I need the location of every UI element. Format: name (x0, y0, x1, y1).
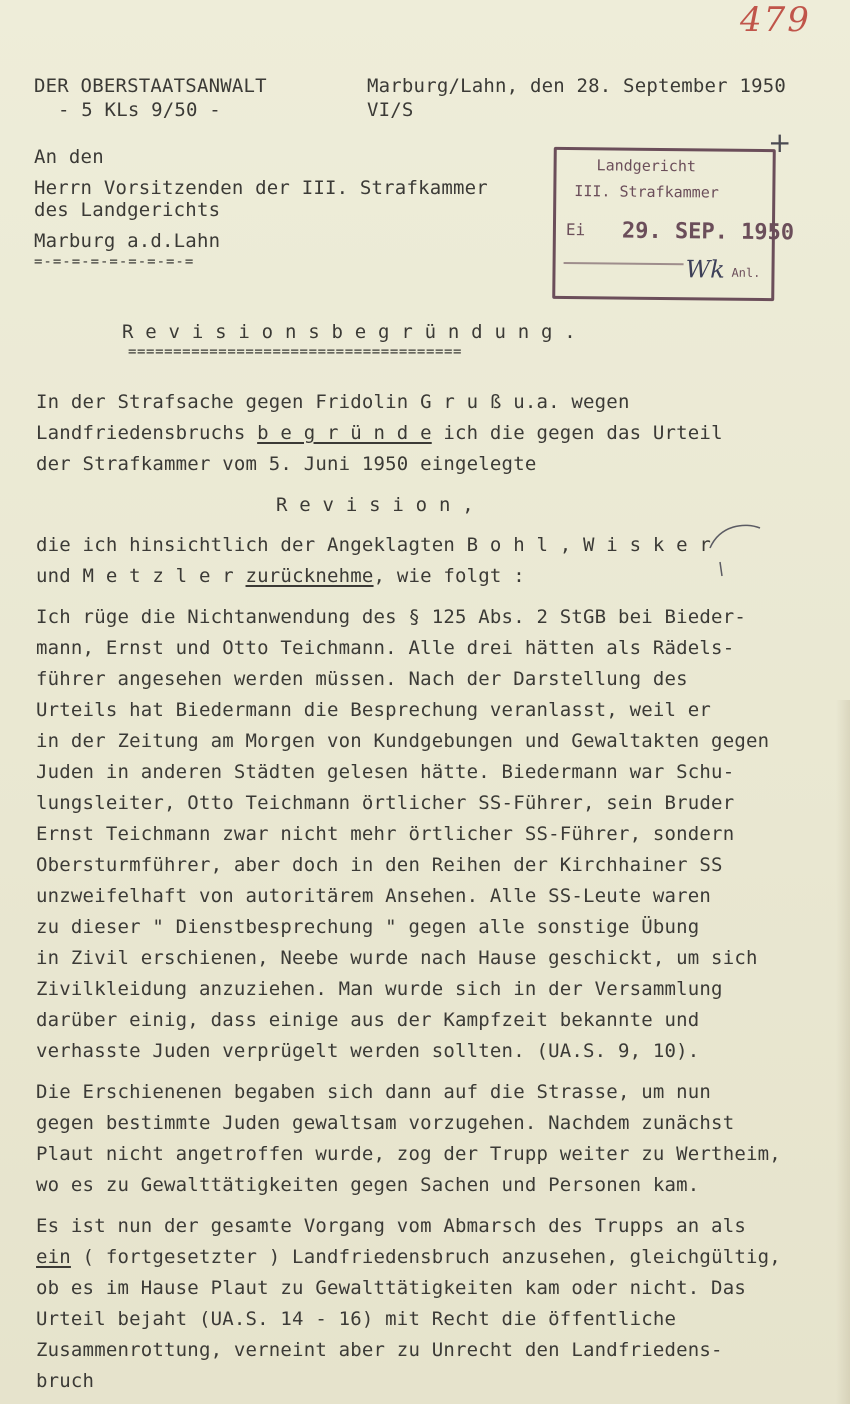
body-line: Die Erschienenen begaben sich dann auf die Strasse, um nun (36, 1081, 712, 1103)
office-reference: VI/S (367, 99, 414, 121)
receipt-stamp (552, 147, 795, 301)
body-line: der Strafkammer vom 5. Juni 1950 eingelegte (36, 453, 537, 475)
stamp-attachments: Anl. (731, 265, 761, 281)
stamp-prefix: Ei (565, 219, 586, 240)
body-line: bruch (36, 1370, 95, 1392)
body-line: Plaut nicht angetroffen wurde, zog der Trupp weiter zu Wertheim, (36, 1143, 781, 1165)
body-line: die ich hinsichtlich der Angeklagten B o h l , W i s k e r (36, 534, 712, 556)
place-date: Marburg/Lahn, den 28. September 1950 (367, 75, 787, 97)
underlined-word: ein (36, 1246, 71, 1268)
body-line: führer angesehen werden müssen. Nach der Darstellung des (36, 668, 688, 690)
body-line: Ich rüge die Nichtanwendung des § 125 Abs. 2 StGB bei Bieder- (36, 606, 746, 628)
body-line: lungsleiter, Otto Teichmann örtlicher SS-Führer, sein Bruder (36, 792, 735, 814)
text-segment: ich die gegen das Urteil (431, 422, 723, 444)
text-segment: und M e t z l e r (36, 565, 246, 587)
body-line: Es ist nun der gesamte Vorgang vom Abmarsch des Trupps an als (36, 1215, 746, 1237)
plus-mark: + (768, 126, 792, 159)
text-segment: Landfriedensbruchs (36, 422, 258, 444)
folio-number: 479 (740, 0, 811, 40)
body-line: Zivilkleidung anzuziehen. Man wurde sich in der Versammlung (36, 978, 723, 1000)
address-line-4: Marburg a.d.Lahn (34, 230, 221, 252)
address-line-3: des Landgerichts (34, 199, 221, 221)
body-line: gegen bestimmte Juden gewaltsam vorzugehen. Nachdem zunächst (36, 1112, 735, 1134)
address-rule: =-=-=-=-=-=-=-=-= (34, 254, 195, 270)
stamp-chamber: III. Strafkammer (574, 182, 719, 202)
body-line: unzweifelhaft von autoritärem Ansehen. Alle SS-Leute waren (36, 885, 712, 907)
body-line: Zusammenrottung, verneint aber zu Unrecht den Landfriedens- (36, 1339, 723, 1361)
stamp-initials: Wk (685, 255, 725, 284)
file-reference: - 5 KLs 9/50 - (58, 99, 221, 121)
body-line: In der Strafsache gegen Fridolin G r u ß u.a. wegen (36, 391, 630, 413)
paper-edge-shadow (836, 700, 850, 1404)
address-line-2: Herrn Vorsitzenden der III. Strafkammer (34, 177, 488, 199)
body-line: Urteils hat Biedermann die Besprechung veranlasst, weil er (36, 699, 712, 721)
stamp-date: 29. SEP. 1950 (621, 218, 795, 246)
handwritten-check-icon (700, 520, 770, 580)
underlined-word: b e g r ü n d e (257, 422, 432, 444)
body-line: in der Zeitung am Morgen von Kundgebungen und Gewaltakten gegen (36, 730, 770, 752)
address-line-1: An den (34, 146, 104, 168)
sender-name: DER OBERSTAATSANWALT (34, 75, 267, 97)
body-line: darüber einig, dass einige aus der Kampfzeit bekannte und (36, 1009, 700, 1031)
stamp-rule (564, 262, 684, 265)
body-line: Juden in anderen Städten gelesen hätte. Biedermann war Schu- (36, 761, 735, 783)
text-segment: , wie folgt : (373, 565, 525, 587)
body-line: in Zivil erschienen, Neebe wurde nach Hause geschickt, um sich (36, 947, 758, 969)
body-line: Obersturmführer, aber doch in den Reihen der Kirchhainer SS (36, 854, 723, 876)
text-segment: ( fortgesetzter ) Landfriedensbruch anzusehen, gleichgültig, (70, 1246, 781, 1268)
body-line: verhasste Juden verprügelt werden sollten. (UA.S. 9, 10). (36, 1040, 700, 1062)
revision-heading: R e v i s i o n , (276, 494, 474, 516)
body-line: ob es im Hause Plaut zu Gewalttätigkeiten kam oder nicht. Das (36, 1277, 746, 1299)
body-line: mann, Ernst und Otto Teichmann. Alle drei hätten als Rädels- (36, 637, 735, 659)
body-line (36, 421, 723, 445)
body-line (36, 564, 525, 588)
body-line: Urteil bejaht (UA.S. 14 - 16) mit Recht die öffentliche (36, 1308, 677, 1330)
body-line: Ernst Teichmann zwar nicht mehr örtlicher SS-Führer, sondern (36, 823, 735, 845)
body-line: zu dieser " Dienstbesprechung " gegen alle sonstige Übung (36, 916, 700, 938)
body-line (36, 1245, 781, 1269)
document-title: R e v i s i o n s b e g r ü n d u n g . (122, 321, 576, 343)
title-rule: ===================================== (128, 344, 463, 360)
body-line: wo es zu Gewalttätigkeiten gegen Sachen und Personen kam. (36, 1174, 700, 1196)
stamp-court: Landgericht (596, 156, 697, 176)
underlined-word: zurücknehme (245, 565, 374, 587)
